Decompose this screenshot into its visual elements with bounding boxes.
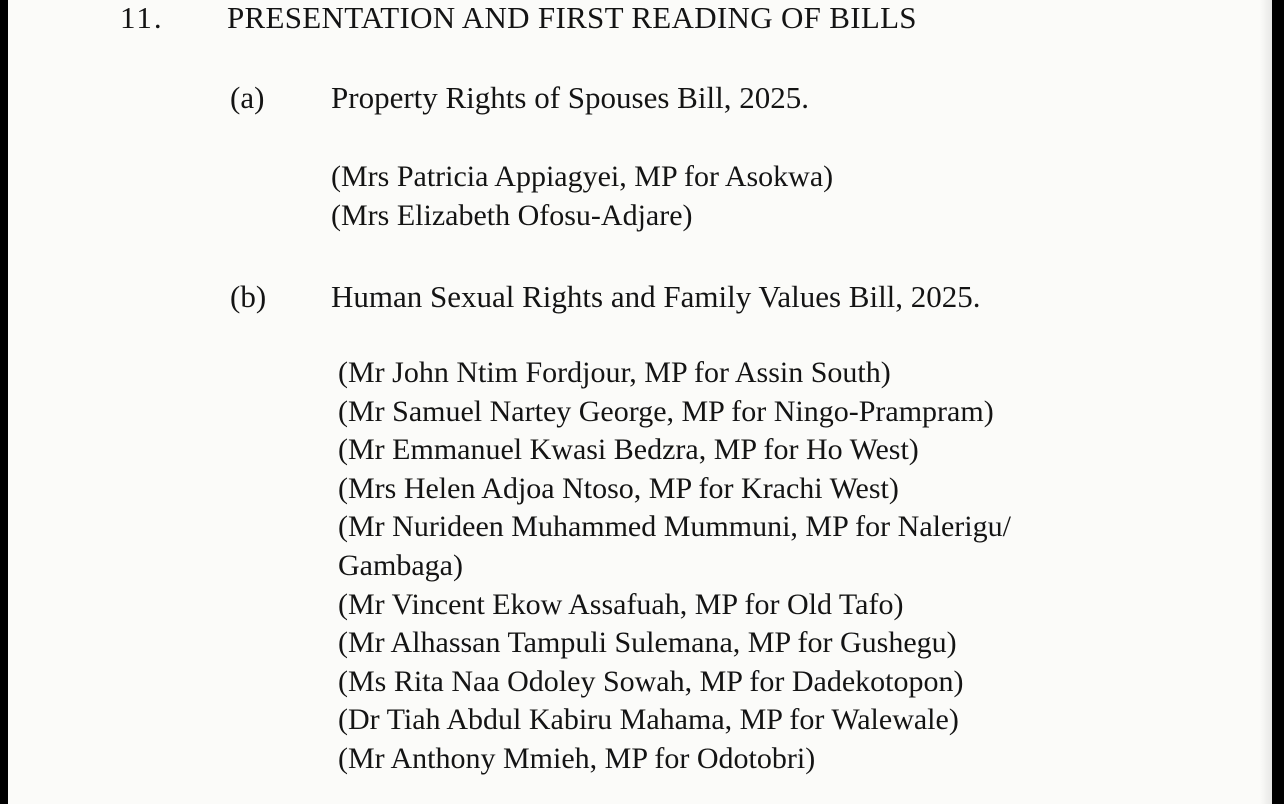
item-a-label: (a) [230,80,265,115]
page-edge-shadow [1260,0,1272,804]
sponsor-line: (Mr Samuel Nartey George, MP for Ningo-Prampram) [338,394,994,428]
sponsor-line: (Dr Tiah Abdul Kabiru Mahama, MP for Walewale) [338,703,959,737]
sponsor-line: (Mrs Helen Adjoa Ntoso, MP for Krachi West) [338,471,899,505]
sponsor-line: (Mr John Ntim Fordjour, MP for Assin South) [338,356,891,389]
sponsor-line: (Mrs Patricia Appiagyei, MP for Asokwa) [331,160,834,193]
item-b-label: (b) [230,279,267,314]
section-number: 11. [120,0,164,35]
item-b-title: Human Sexual Rights and Family Values Bill, 2025. [331,279,981,314]
section-title: PRESENTATION AND FIRST READING OF BILLS [227,0,917,35]
sponsor-line: (Mr Vincent Ekow Assafuah, MP for Old Tafo) [338,587,904,621]
sponsor-line: (Mr Anthony Mmieh, MP for Odotobri) [338,741,816,775]
item-a-sponsors [331,157,1131,235]
sponsor-line: (Mr Alhassan Tampuli Sulemana, MP for Gushegu) [338,626,957,660]
sponsor-line: (Mr Emmanuel Kwasi Bedzra, MP for Ho West) [338,433,919,467]
item-a-title: Property Rights of Spouses Bill, 2025. [331,80,809,115]
item-b-sponsors [338,354,1138,779]
sponsor-line: Gambaga) [338,548,463,582]
sponsor-line: (Mrs Elizabeth Ofosu-Adjare) [331,199,693,232]
sponsor-line: (Ms Rita Naa Odoley Sowah, MP for Dadekotopon) [338,664,964,698]
document-page [8,0,1272,804]
sponsor-line: (Mr Nurideen Muhammed Mummuni, MP for Nalerigu/ [338,510,1011,544]
